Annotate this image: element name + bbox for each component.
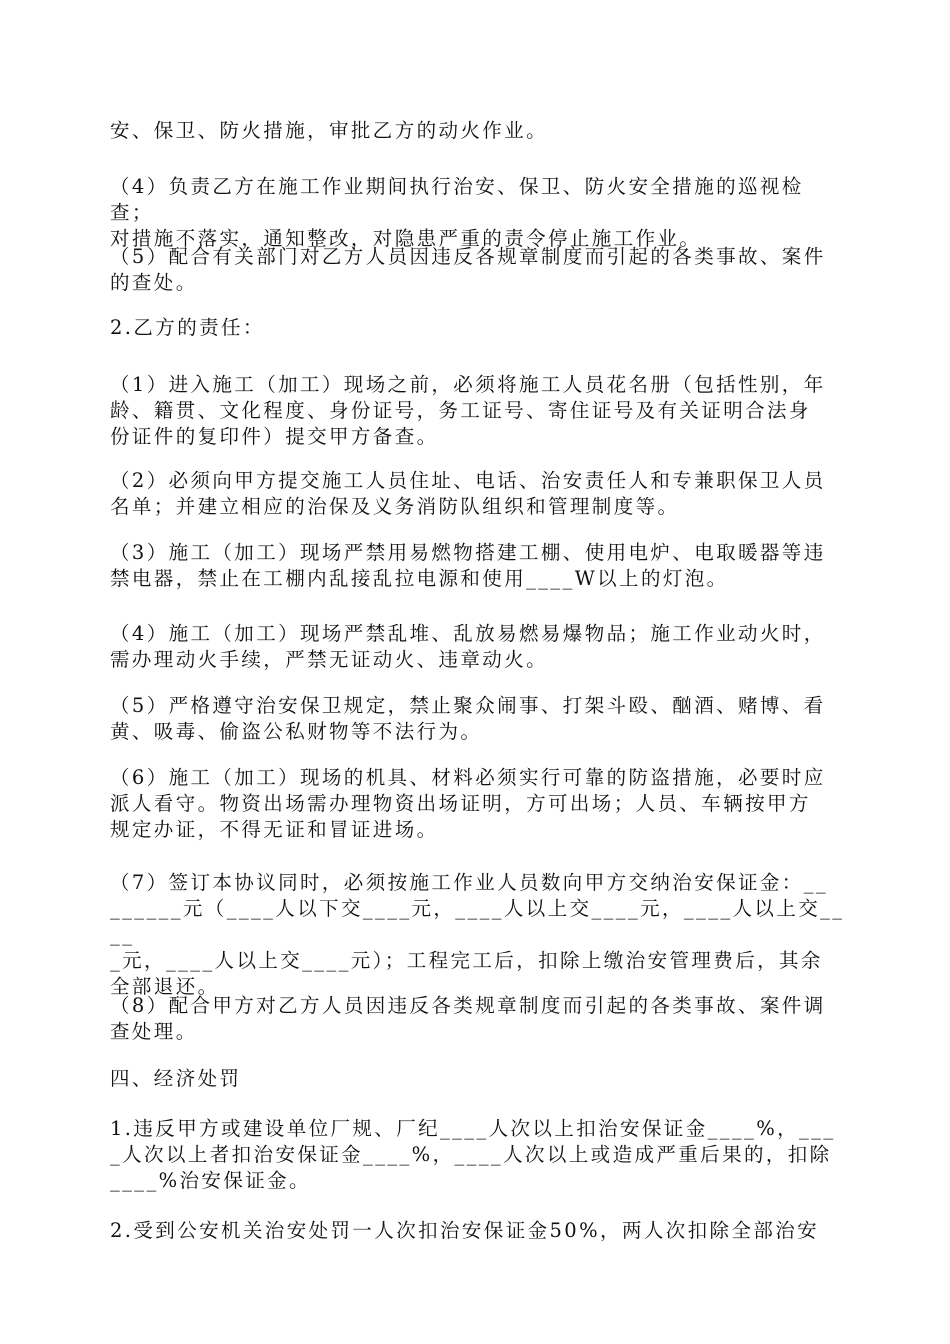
paragraph-penalty-1: 1.违反甲方或建设单位厂规、厂纪____人次以上扣治安保证金____%，___ _人次以上者扣治安保证金____%，____人次以上或造成严重后果的，扣除 ____%治安保证金。 (110, 1117, 836, 1192)
paragraph-b-1-roster: （1）进入施工（加工）现场之前，必须将施工人员花名册（包括性别，年 龄、籍贯、文化程度、身份证号，务工证号、寄住证号及有关证明合法身 份证件的复印件）提交甲方备查。 (110, 373, 826, 448)
paragraph-penalty-2: 2.受到公安机关治安处罚一人次扣治安保证金50%，两人次扣除全部治安 (110, 1219, 820, 1242)
section-heading-party-b-responsibilities: 2.乙方的责任： (110, 316, 265, 339)
paragraph-a-5-investigation: （5）配合有关部门对乙方人员因违反各规章制度而引起的各类事故、案件 的查处。 (110, 245, 826, 294)
paragraph-b-2-contacts: （2）必须向甲方提交施工人员住址、电话、治安责任人和专兼职保卫人员 名单；并建立相应的治保及义务消防队组织和管理制度等。 (110, 469, 826, 518)
section-heading-economic-penalties: 四、经济处罚 (110, 1067, 242, 1090)
paragraph-a-4-patrol: （4）负责乙方在施工作业期间执行治安、保卫、防火安全措施的巡视检查； 对措施不落实，通知整改，对隐患严重的责令停止施工作业。 (110, 175, 804, 250)
paragraph-b-7-deposit: （7）签订本协议同时，必须按施工作业人员数向甲方交纳治安保证金：__ ______元（____人以下交____元，____人以上交____元，____人以上交____ _元，____人以上交____元）；工程完工后，扣除上缴治安管理费后，其余 全部退还。 (110, 871, 845, 998)
paragraph-b-3-electrical: （3）施工（加工）现场严禁用易燃物搭建工棚、使用电炉、电取暖器等违 禁电器，禁止在工棚内乱接乱拉电源和使用____W以上的灯泡。 (110, 541, 826, 590)
paragraph-b-6-theft-prevention: （6）施工（加工）现场的机具、材料必须实行可靠的防盗措施，必要时应 派人看守。物资出场需办理物资出场证明，方可出场；人员、车辆按甲方 规定办证，不得无证和冒证进场。 (110, 766, 826, 841)
paragraph-b-8-cooperation: （8）配合甲方对乙方人员因违反各类规章制度而引起的各类事故、案件调 查处理。 (110, 994, 826, 1043)
paragraph-b-5-conduct: （5）严格遵守治安保卫规定，禁止聚众闹事、打架斗殴、酗酒、赌博、看 黄、吸毒、偷盗公私财物等不法行为。 (110, 694, 826, 743)
paragraph-b-4-flammables: （4）施工（加工）现场严禁乱堆、乱放易燃易爆物品；施工作业动火时， 需办理动火手续，严禁无证动火、违章动火。 (110, 622, 826, 671)
paragraph-fire-measures-continued: 安、保卫、防火措施，审批乙方的动火作业。 (110, 119, 549, 142)
